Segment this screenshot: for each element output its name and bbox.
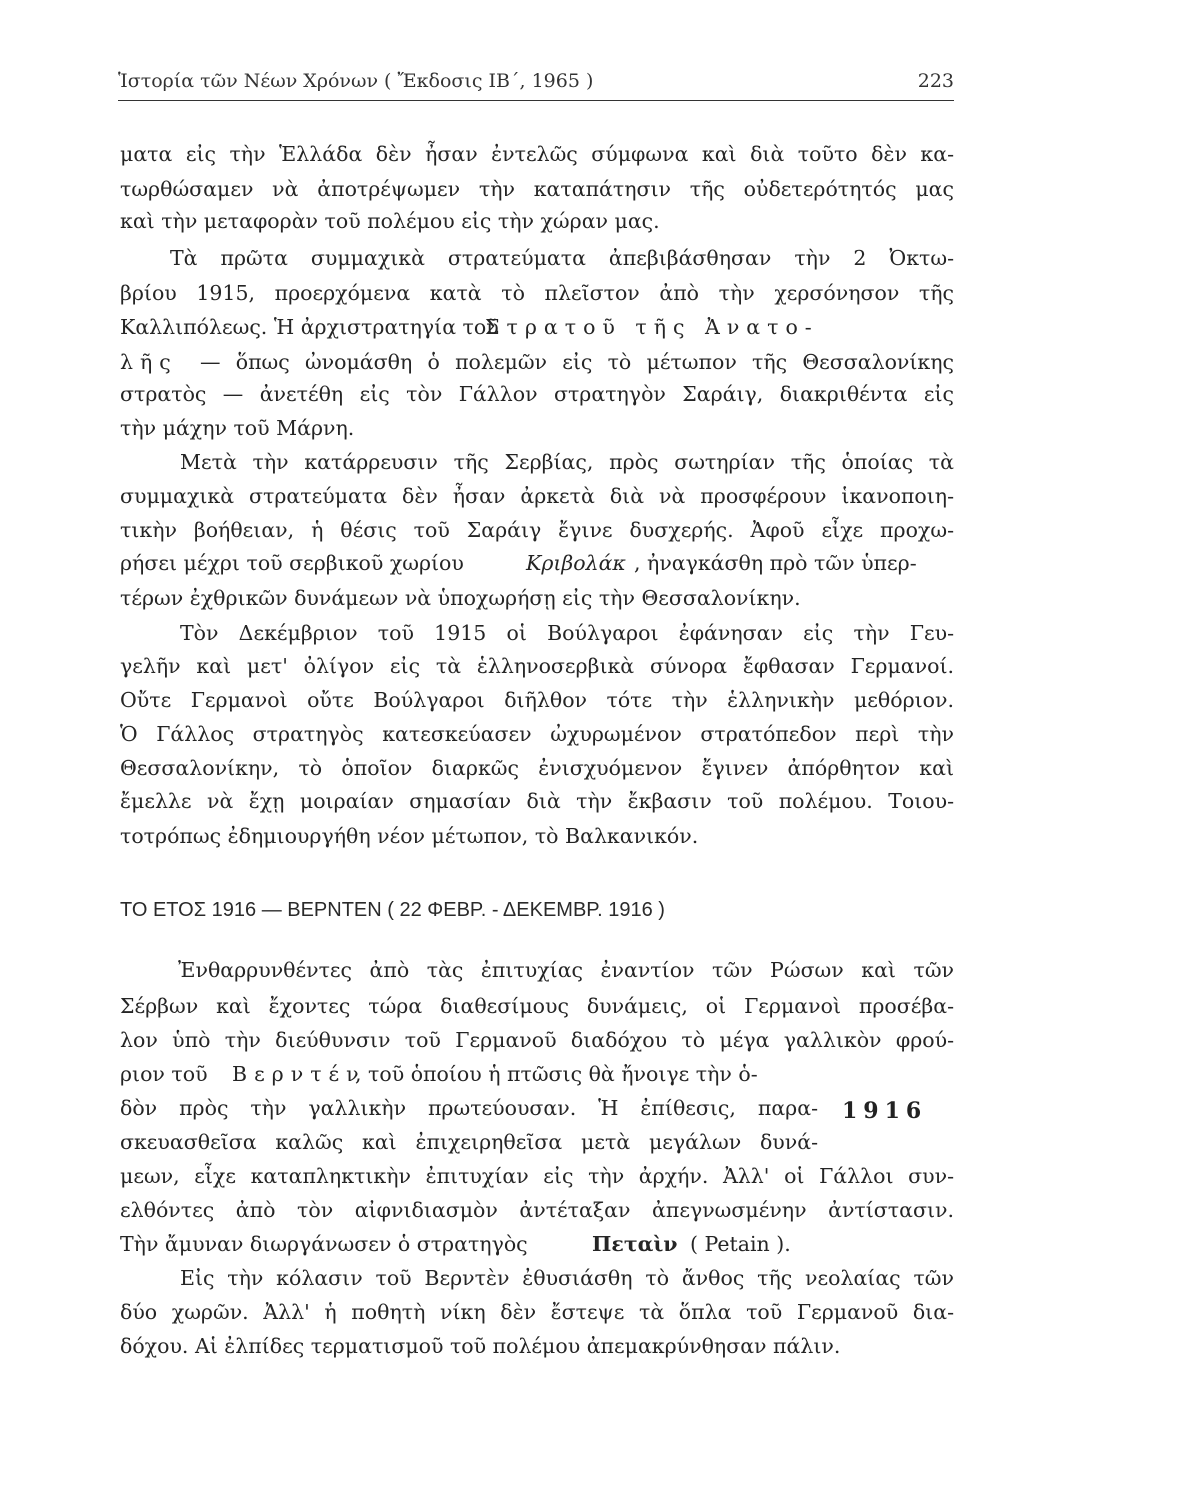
text-line: Τὴν ἄμυναν διωργάνωσεν ὁ στρατηγὸς — [120, 1232, 528, 1256]
page-number: 223 — [917, 70, 954, 92]
text-line: Οὔτε Γερμανοὶ οὔτε Βούλγαροι διῆλθον τότε τὴν ἑλληνικὴν μεθόριον. — [120, 688, 954, 712]
text-line: — ὅπως ὠνομάσθη ὁ πολεμῶν εἰς τὸ μέτωπον τῆς Θεσσαλονίκης — [200, 350, 954, 374]
text-line: Καλλιπόλεως. Ἡ ἀρχιστρατηγία τοῦ — [120, 315, 499, 339]
spaced-emphasis: Στρατοῦ τῆς Ἀνατο- — [485, 315, 819, 339]
text-line: ριον τοῦ — [120, 1062, 208, 1086]
text-line: Τὸν Δεκέμβριον τοῦ 1915 οἱ Βούλγαροι ἐφάνησαν εἰς τὴν Γευ- — [180, 621, 954, 645]
text-line: Τὰ πρῶτα συμμαχικὰ στρατεύματα ἀπεβιβάσθησαν τὴν 2 Ὀκτω- — [170, 246, 954, 270]
running-header — [118, 66, 954, 101]
bold-name: Πεταὶν — [592, 1232, 678, 1256]
text-line: τοτρόπως ἐδημιουργήθη νέον μέτωπον, τὸ Βαλκανικόν. — [120, 824, 699, 848]
text-line: Ἐνθαρρυνθέντες ἀπὸ τὰς ἐπιτυχίας ἐναντίον τῶν Ρώσων καὶ τῶν — [178, 958, 954, 982]
text-line: στρατὸς — ἀνετέθη εἰς τὸν Γάλλον στρατηγὸν Σαράιγ, διακριθέντα εἰς — [120, 382, 954, 406]
margin-year-note: 1916 — [842, 1098, 928, 1124]
text-line: τικὴν βοήθειαν, ἡ θέσις τοῦ Σαράιγ ἔγινε δυσχερής. Ἀφοῦ εἶχε προχω- — [120, 518, 954, 542]
text-line: τωρθώσαμεν νὰ ἀποτρέψωμεν τὴν καταπάτησιν τῆς οὐδετερότητός μας — [120, 177, 954, 201]
text-line: Σέρβων καὶ ἔχοντες τώρα διαθεσίμους δυνάμεις, οἱ Γερμανοὶ προσέβα- — [120, 994, 954, 1018]
text-line: Ὁ Γάλλος στρατηγὸς κατεσκεύασεν ὠχυρωμένον στρατόπεδον περὶ τὴν — [120, 722, 954, 746]
text-line: δόχου. Αἱ ἐλπίδες τερματισμοῦ τοῦ πολέμου ἀπεμακρύνθησαν πάλιν. — [120, 1334, 841, 1358]
italic-place-name: Κριβολάκ — [526, 551, 626, 575]
text-line: σκευασθεῖσα καλῶς καὶ ἐπιχειρηθεῖσα μετὰ μεγάλων δυνά- — [120, 1130, 818, 1154]
running-title: Ἱστορία τῶν Νέων Χρόνων ( Ἔκδοσις ΙΒ΄, 1965 ) — [118, 70, 594, 92]
text-line: ελθόντες ἀπὸ τὸν αἰφνιδιασμὸν ἀντέταξαν ἀπεγνωσμένην ἀντίστασιν. — [120, 1198, 954, 1222]
text-line: , ἠναγκάσθη πρὸ τῶν ὑπερ- — [634, 551, 917, 575]
text-line: ἔμελλε νὰ ἔχῃ μοιραίαν σημασίαν διὰ τὴν ἔκβασιν τοῦ πολέμου. Τοιου- — [120, 789, 954, 813]
section-heading: ΤΟ ΕΤΟΣ 1916 — ΒΕΡΝΤΕΝ ( 22 ΦΕΒΡ. - ΔΕΚΕΜΒΡ. 1916 ) — [120, 899, 665, 921]
text-line: , τοῦ ὁποίου ἡ πτῶσις θὰ ἤνοιγε τὴν ὁ- — [355, 1062, 758, 1086]
spaced-emphasis: λῆς — [120, 350, 178, 374]
text-line: Θεσσαλονίκην, τὸ ὁποῖον διαρκῶς ἐνισχυόμενον ἔγινεν ἀπόρθητον καὶ — [120, 756, 954, 780]
text-line: λον ὑπὸ τὴν διεύθυνσιν τοῦ Γερμανοῦ διαδόχου τὸ μέγα γαλλικὸν φρού- — [120, 1028, 954, 1052]
text-line: τὴν μάχην τοῦ Μάρνη. — [120, 416, 355, 440]
text-line: καὶ τὴν μεταφορὰν τοῦ πολέμου εἰς τὴν χώραν μας. — [120, 209, 660, 233]
text-line: συμμαχικὰ στρατεύματα δὲν ἦσαν ἀρκετὰ διὰ νὰ προσφέρουν ἱκανοποιη- — [120, 484, 954, 508]
text-line: ( Petain ). — [690, 1232, 791, 1256]
text-line: βρίου 1915, προερχόμενα κατὰ τὸ πλεῖστον ἀπὸ τὴν χερσόνησον τῆς — [120, 281, 954, 305]
text-line: γελῆν καὶ μετ' ὀλίγον εἰς τὰ ἑλληνοσερβικὰ σύνορα ἔφθασαν Γερμανοί. — [120, 654, 954, 678]
text-line: ρήσει μέχρι τοῦ σερβικοῦ χωρίου — [120, 551, 464, 575]
text-line: ματα εἰς τὴν Ἑλλάδα δὲν ἦσαν ἐντελῶς σύμφωνα καὶ διὰ τοῦτο δὲν κα- — [120, 142, 954, 166]
text-line: τέρων ἐχθρικῶν δυνάμεων νὰ ὑποχωρήσῃ εἰς τὴν Θεσσαλονίκην. — [120, 586, 801, 610]
text-line: Μετὰ τὴν κατάρρευσιν τῆς Σερβίας, πρὸς σωτηρίαν τῆς ὁποίας τὰ — [180, 450, 954, 474]
spaced-emphasis: Βερντέν — [232, 1062, 366, 1086]
text-line: Εἰς τὴν κόλασιν τοῦ Βερντὲν ἐθυσιάσθη τὸ ἄνθος τῆς νεολαίας τῶν — [180, 1266, 954, 1290]
text-line: δύο χωρῶν. Ἀλλ' ἡ ποθητὴ νίκη δὲν ἔστεψε τὰ ὅπλα τοῦ Γερμανοῦ δια- — [120, 1300, 954, 1324]
text-line: μεων, εἶχε καταπληκτικὴν ἐπιτυχίαν εἰς τὴν ἀρχήν. Ἀλλ' οἱ Γάλλοι συν- — [120, 1164, 954, 1188]
text-line: δὸν πρὸς τὴν γαλλικὴν πρωτεύουσαν. Ἡ ἐπίθεσις, παρα- — [120, 1096, 818, 1120]
